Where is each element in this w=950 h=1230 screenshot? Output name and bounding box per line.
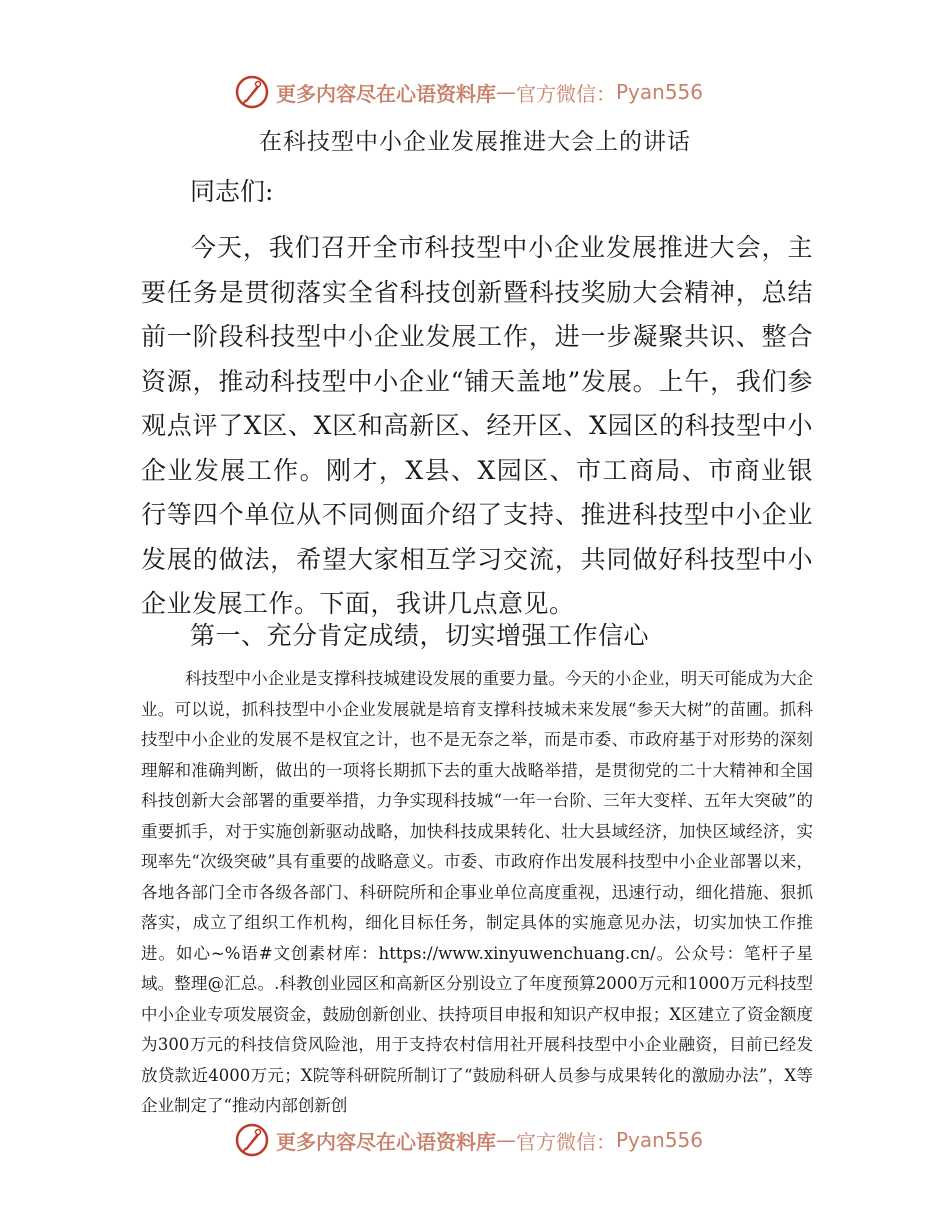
section-heading: 第一、充分肯定成绩，切实增强工作信心	[190, 621, 650, 650]
section-body-paragraph: 科技型中小企业是支撑科技城建设发展的重要力量。今天的小企业，明天可能成为大企业。可以说，抓科技型中小企业发展就是培育支撑科技城未来发展“参天大树”的苗圃。抓科技型中小企业的发展不是权宜之计，也不是无奈之举，而是市委、市政府基于对形势的深刻理解和准确判断，做出的一项将长期抓下去的重大战略举措，是贯彻党的二十大精神和全国科技创新大会部署的重要举措，力争实现科技城“一年一台阶、三年大变样、五年大突破”的重要抓手，对于实施创新驱动战略，加快科技成果转化、壮大县域经济，加快区域经济，实现率先“次级突破”具有重要的战略意义。市委、市政府作出发展科技型中小企业部署以来，各地各部门全市各级各部门、科研院所和企事业单位高度重视，迅速行动，细化措施、狠抓落实，成立了组织工作机构，细化目标任务，制定具体的实施意见办法，切实加快工作推进。如心~%语#文创素材库：https://www.xinyuwenchuang.cn/。公众号：笔杆子星域。整理@汇总。.科教创业园区和高新区分别设立了年度预算2000万元和1000万元科技型中小企业专项发展资金，鼓励创新创业、扶持项目申报和知识产权申报；X区建立了资金额度为300万元的科技信贷风险池，用于支持农村信用社开展科技型中小企业融资，目前已经发放贷款近4000万元；X院等科研院所制订了“鼓励科研人员参与成果转化的激励办法”，X等企业制定了“推动内部创新创	[141, 669, 813, 1115]
quill-logo-icon	[234, 74, 270, 110]
banner-brand-text: 更多内容尽在心语资料库	[276, 1129, 496, 1154]
banner-wechat-label: 官方微信：	[516, 1129, 616, 1154]
salutation: 同志们:	[190, 177, 274, 206]
quill-logo-icon	[234, 1122, 270, 1158]
banner-wechat-label: 官方微信：	[516, 81, 616, 106]
lead-paragraph: 今天，我们召开全市科技型中小企业发展推进大会，主要任务是贯彻落实全省科技创新暨科技奖励大会精神，总结前一阶段科技型中小企业发展工作，进一步凝聚共识、整合资源，推动科技型中小企业“铺天盖地”发展。上午，我们参观点评了X区、X区和高新区、经开区、X园区的科技型中小企业发展工作。刚才，X县、X园区、市工商局、市商业银行等四个单位从不同侧面介绍了支持、推进科技型中小企业发展的做法，希望大家相互学习交流，共同做好科技型中小企业发展工作。下面，我讲几点意见。	[141, 233, 813, 618]
banner-separator: —	[496, 1128, 516, 1152]
document-title: 在科技型中小企业发展推进大会上的讲话	[259, 129, 691, 155]
banner-wechat-id: Pyan556	[616, 80, 704, 104]
banner-wechat-id: Pyan556	[616, 1128, 704, 1152]
banner-brand-text: 更多内容尽在心语资料库	[276, 81, 496, 106]
banner-separator: —	[496, 80, 516, 104]
header-banner	[234, 72, 703, 112]
footer-banner	[234, 1120, 703, 1160]
